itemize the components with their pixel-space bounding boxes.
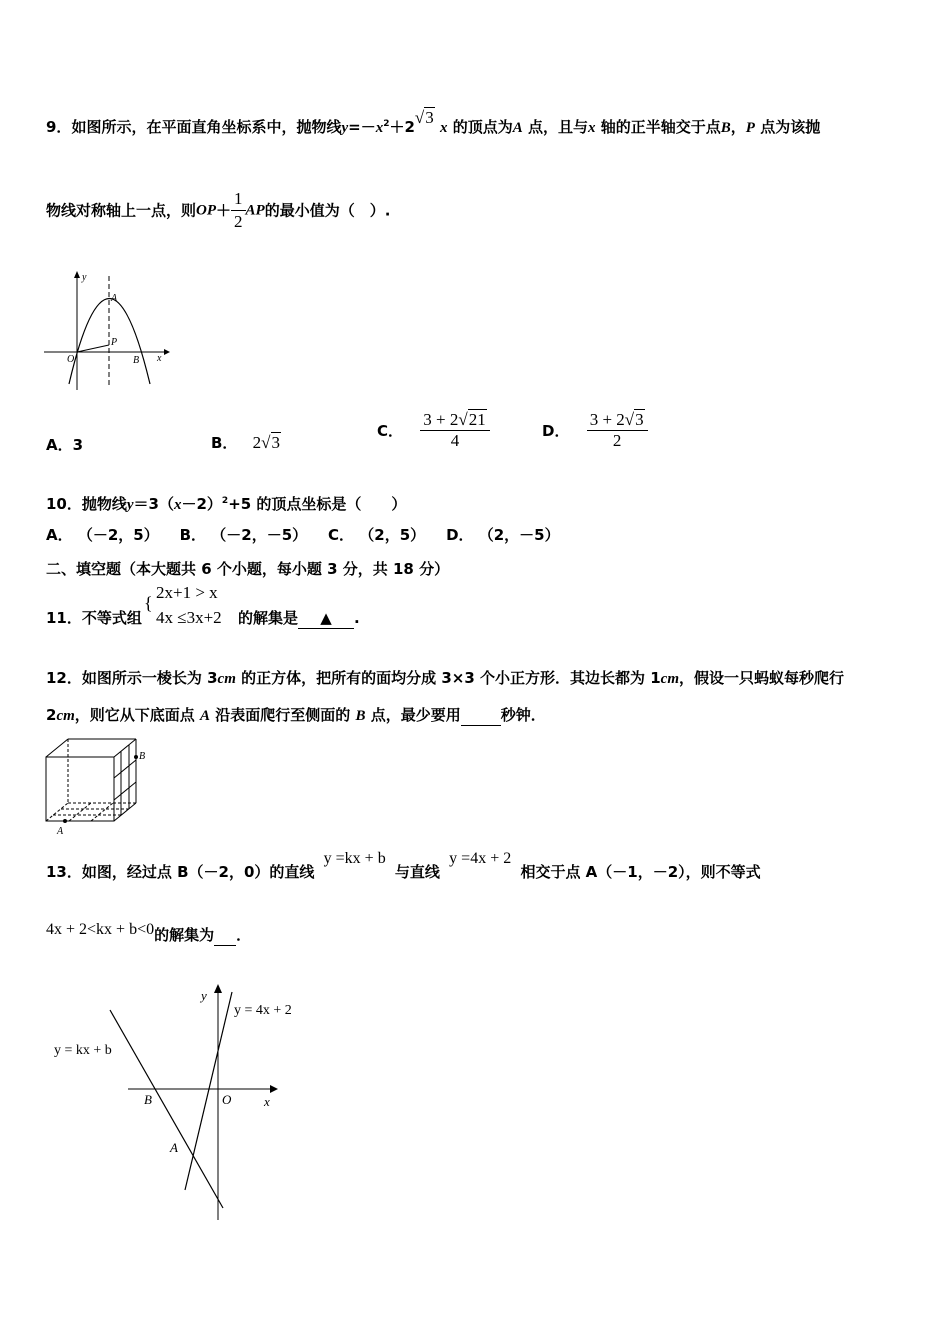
q9-frac-num: 1 <box>231 188 246 211</box>
q13-text-b: 与直线 <box>394 863 440 881</box>
q12-line1-c: ，假设一只蚂蚁每秒爬行 <box>678 669 844 687</box>
q10-option-d-value: （2，－5） <box>478 526 560 544</box>
q13-label-line1: y = 4x + 2 <box>234 1003 292 1018</box>
q10-option-b-label: B． <box>179 526 207 544</box>
q13-label-y: y <box>201 988 207 1003</box>
q9-parabola-figure <box>40 268 175 393</box>
q9-y-arrow <box>74 271 80 278</box>
q9-option-b-sqrt: 3 <box>271 433 281 452</box>
q13-text-a: 13．如图，经过点 B（－2，0）的直线 <box>46 863 315 881</box>
q9-option-d[interactable] <box>542 410 648 451</box>
q13-text-d: 的解集为 <box>154 926 215 944</box>
q10-option-a[interactable] <box>46 526 159 544</box>
q11-number: 11．不等式组 <box>46 609 142 627</box>
q9-text-d: 轴的正半轴交于点 <box>600 118 721 136</box>
q12-line2-b: ，则它从下底面点 <box>74 706 195 724</box>
section-2-heading: 二、填空题（本大题共 6 个小题，每小题 3 分，共 18 分） <box>46 560 450 578</box>
q10-option-c-value: （2，5） <box>359 526 426 544</box>
q12-top-right-depth <box>114 739 136 757</box>
q12-line2-e: 秒钟． <box>500 706 546 724</box>
q9-option-c-num: 3 + 2 <box>423 410 459 429</box>
q9-text-b: 的顶点为 <box>452 118 513 136</box>
q12-bottom-grid-4 <box>91 803 113 821</box>
q12-hidden-depth-edge <box>46 803 68 821</box>
q10-options <box>46 525 560 545</box>
q13-label-x: x <box>264 1094 270 1109</box>
q10-text-c: －2） <box>181 495 222 513</box>
q13-x-arrow <box>270 1085 278 1093</box>
q13-line-4x-2 <box>185 992 232 1190</box>
q10-x: x <box>173 497 182 513</box>
q10-option-a-value: （－2，5） <box>77 526 159 544</box>
q13-line1 <box>46 850 761 883</box>
q13-label-line2: y = kx + b <box>54 1043 112 1058</box>
q9-eq-x2: x <box>439 120 448 136</box>
q11-answer <box>238 608 360 629</box>
q13-eq1: y =kx + b <box>323 850 386 867</box>
q13-text-c: 相交于点 A（－1，－2），则不等式 <box>520 863 761 881</box>
q13-graph-figure <box>50 980 320 1225</box>
q9-x-arrow <box>164 349 170 355</box>
q13-y-arrow <box>214 984 222 993</box>
q12-top-left-depth <box>46 739 68 757</box>
q12-line2-a: 2 <box>46 706 57 724</box>
q9-pt-b: B <box>720 120 731 136</box>
q9-option-a-label: A． <box>46 436 73 454</box>
q9-x-axis: x <box>588 120 596 136</box>
q13-answer-blank[interactable] <box>214 925 236 946</box>
q9-plus: ＋ <box>216 201 232 220</box>
q11-system <box>144 582 222 629</box>
q12-cm1: cm <box>217 671 236 687</box>
q9-option-d-label: D． <box>542 422 570 440</box>
q9-eq-sup: 2 <box>383 119 390 129</box>
q10-option-b[interactable] <box>180 526 308 544</box>
q9-option-d-num: 3 + 2 <box>589 410 625 429</box>
q9-op-segment <box>77 345 109 352</box>
q9-eq-mid: =－ <box>348 118 376 136</box>
q11-brace: { <box>144 593 153 613</box>
q9-pt-a: A <box>512 120 523 136</box>
q9-label-b: B <box>133 355 140 366</box>
q12-pt-a: A <box>200 708 211 724</box>
q12-line2-c: 沿表面爬行至侧面的 <box>215 706 351 724</box>
q12-point-b <box>134 755 138 759</box>
q9-fraction <box>231 188 246 233</box>
q12-front-face <box>46 757 114 821</box>
q10-option-c[interactable] <box>328 526 425 544</box>
q9-frac-den: 2 <box>234 212 243 231</box>
q10-y: y <box>126 497 134 513</box>
q9-label-a: A <box>111 293 118 304</box>
q10-option-c-label: C． <box>328 526 355 544</box>
q12-cm3: cm <box>56 708 75 724</box>
q10-text-b: ＝3（ <box>133 495 174 513</box>
q10-option-b-value: （－2，－5） <box>211 526 308 544</box>
q9-option-c[interactable] <box>377 410 490 451</box>
q10-stem <box>46 491 406 515</box>
q9-option-a[interactable] <box>46 434 83 455</box>
q9-text-a: 如图所示，在平面直角坐标系中，抛物线 <box>71 118 342 136</box>
q9-ap: AP <box>245 202 265 219</box>
q11-ineq1: 2x+1 > x <box>156 583 218 602</box>
q9-line1: 9．如图所示，在平面直角坐标系中，抛物线$y=-x^2+2√3$ x 的顶点为A 点，且与x 轴的正半轴交于点B，P 点为该抛 <box>46 108 821 136</box>
q9-option-c-sqrt: 21 <box>468 410 486 429</box>
q9-label-p: P <box>111 337 118 348</box>
q13-line2 <box>46 921 252 946</box>
q12-pt-b: B <box>355 708 366 724</box>
q9-option-c-frac: $\frac{3 + 2√21}{4}$ <box>420 410 489 451</box>
q9-number: 9． <box>46 118 72 136</box>
q12-label-a: A <box>57 826 64 837</box>
q10-option-d-label: D． <box>446 526 474 544</box>
q9-option-d-sqrt: 3 <box>635 410 644 429</box>
q12-answer-blank[interactable] <box>461 705 501 726</box>
q10-sup: 2 <box>221 496 229 506</box>
q11-line <box>46 608 142 628</box>
q9-option-b-label: B． <box>211 434 238 452</box>
q13-eq2: y =4x + 2 <box>449 850 512 867</box>
q13-label-o: O <box>222 1092 232 1107</box>
q12-line1-b: 的正方体，把所有的面均分成 3×3 个小正方形．其边长都为 1 <box>235 669 661 687</box>
q9-eq-x: x <box>375 120 384 136</box>
q9-option-d-frac: $\frac{3 + 2√3}{2}$ <box>587 410 648 451</box>
q11-answer-blank[interactable] <box>298 608 354 629</box>
q13-label-a: A <box>170 1140 178 1155</box>
q9-eq-y: y <box>341 120 349 136</box>
q13-line-kx-b <box>110 1010 223 1208</box>
q9-option-b[interactable]: B． 2√3 <box>211 433 281 452</box>
q9-label-y: y <box>82 272 87 283</box>
q12-line1-a: 12．如图所示一棱长为 3 <box>46 669 218 687</box>
q9-sqrt-arg: 3 <box>425 108 434 127</box>
q12-bottom-grid-3 <box>69 803 91 821</box>
q9-option-a-value: 3 <box>72 436 84 454</box>
q11-end: . <box>354 609 360 627</box>
q9-text-c: 点，且与 <box>527 118 588 136</box>
q13-end: ． <box>236 926 252 944</box>
q10-option-d[interactable] <box>446 526 560 544</box>
q10-text-d: +5 的顶点坐标是（ ） <box>228 495 407 513</box>
q9-label-x: x <box>157 353 162 364</box>
q12-line2 <box>46 705 546 726</box>
q9-line2-b: 的最小值为（ ）. <box>264 201 391 220</box>
q9-option-c-den: 4 <box>450 431 460 450</box>
q9-label-o: O <box>67 354 75 365</box>
q11-marker: ▲ <box>320 609 332 627</box>
q9-option-b-coef: 2 <box>252 433 262 452</box>
q12-label-b: B <box>139 751 146 762</box>
q9-line2 <box>46 188 390 233</box>
q9-eq-plus2: ＋2 <box>389 118 415 136</box>
q9-option-c-label: C． <box>377 422 404 440</box>
q9-line2-a: 物线对称轴上一点，则 <box>46 201 197 220</box>
q12-cube-figure <box>40 735 160 840</box>
q11-ineq2: 4x ≤3x+2 <box>156 608 222 627</box>
q12-bottom-right-depth <box>114 803 136 821</box>
q9-op: OP <box>196 202 217 219</box>
q12-line2-d: 点，最少要用 <box>370 706 461 724</box>
q13-ineq: 4x + 2<kx + b<0 <box>46 921 155 938</box>
q12-right-grid-h2 <box>114 782 136 800</box>
q9-text-e: 点为该抛 <box>760 118 821 136</box>
q9-pt-p: P <box>745 120 755 136</box>
q12-right-grid-h1 <box>114 760 136 778</box>
q10-text-a: 10．抛物线 <box>46 495 127 513</box>
q13-label-b: B <box>144 1092 152 1107</box>
q11-text: 的解集是 <box>238 609 299 627</box>
q12-cm2: cm <box>660 671 679 687</box>
q10-option-a-label: A． <box>46 526 73 544</box>
q9-comma: ， <box>730 118 746 136</box>
q12-point-a <box>63 819 67 823</box>
q9-option-d-den: 2 <box>612 431 622 450</box>
q12-line1 <box>46 668 844 689</box>
